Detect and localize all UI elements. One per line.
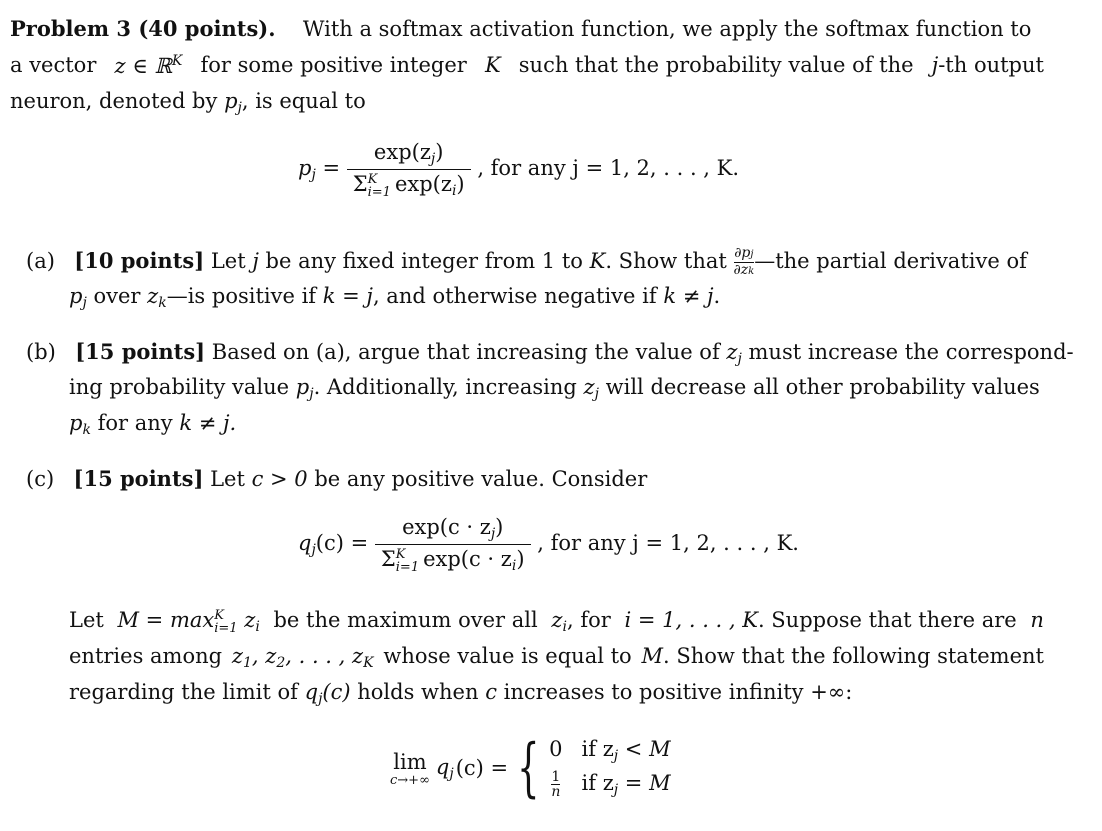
part-c-line-1: (c) [15 points] Let c > 0 be any positive value. Consider	[26, 466, 648, 491]
part-c-paragraph-line-3: regarding the limit of $q_j(c)$ holds when c increases to positive infinity +∞:	[69, 680, 853, 707]
problem-header-line-3: neuron, denoted by $p_j$, is equal to	[10, 89, 366, 116]
piecewise-cases	[545, 737, 671, 799]
case-less-than-max: 0 if $z_j < M$	[549, 737, 671, 764]
part-b-line-1: (b) [15 points] Based on (a), argue that increasing the value of $z_j$ must increase the correspond-	[26, 339, 1074, 367]
part-a-line-1: (a) [10 points] Let j be any fixed integer from 1 to K. Show that $\frac{\partial pj}{\partial zk}$ —the partial derivative of	[26, 245, 1027, 278]
softmax-fraction: $\exp(z_j)$ Σ K i=1 $\exp(z_i)$	[347, 140, 471, 199]
limit-equation: lim c→+∞ $q_j$ (c) = { 0 if $z_j < M$ $\frac{1}{n}$ if $z_j = M$	[390, 731, 671, 805]
problem-title: Problem 3 (40 points).	[10, 16, 276, 41]
part-a-line-2: $p_j$ over $z_k—is$ positive if k = j, and otherwise negative if k ≠ j.	[69, 284, 721, 311]
part-c-paragraph-line-1: Let M = max K i=1 $z_i$ be the maximum over all $z_i$, for i = 1, . . . , K. Suppose that there are n	[69, 607, 1044, 636]
scaled-softmax-equation: $q_j(c)$ = $\exp(c \cdot z_j)$ Σ K i=1 $\exp(c \cdot z_i)$ , for any j = 1, 2, . . . , K.	[298, 515, 799, 575]
problem-header-line-1	[10, 16, 1094, 41]
intro-text-1: With a softmax activation function, we apply the softmax function to	[302, 17, 1032, 41]
scaled-softmax-fraction: $\exp(c \cdot z_j)$ Σ K i=1 $\exp(c \cdot z_i)$	[375, 515, 531, 574]
case-equal-max: $\frac{1}{n}$ if $z_j = M$	[551, 769, 671, 800]
partial-derivative: $\frac{\partial pj}{\partial zk}$	[733, 245, 755, 278]
softmax-equation: $p_j$ = $\exp(z_j)$ Σ K i=1 $\exp(z_i)$ , for any j = 1, 2, . . . , K.	[298, 140, 740, 200]
part-c-paragraph-line-2: entries among $z_1$, $z_2$, . . . , $z_K$ whose value is equal to M. Show that the following statement	[69, 644, 1044, 671]
part-b-line-2: ing probability value $p_j$. Additionally, increasing $z_j$ will decrease all other probability values	[69, 375, 1040, 402]
part-b-line-3: $p_k$ for any k ≠ j.	[69, 411, 237, 438]
left-brace-icon: {	[517, 731, 540, 805]
problem-header-line-2: a vector z ∈ ℝ$^K$ for some positive integer K such that the probability value of the j-th output	[10, 53, 1044, 78]
